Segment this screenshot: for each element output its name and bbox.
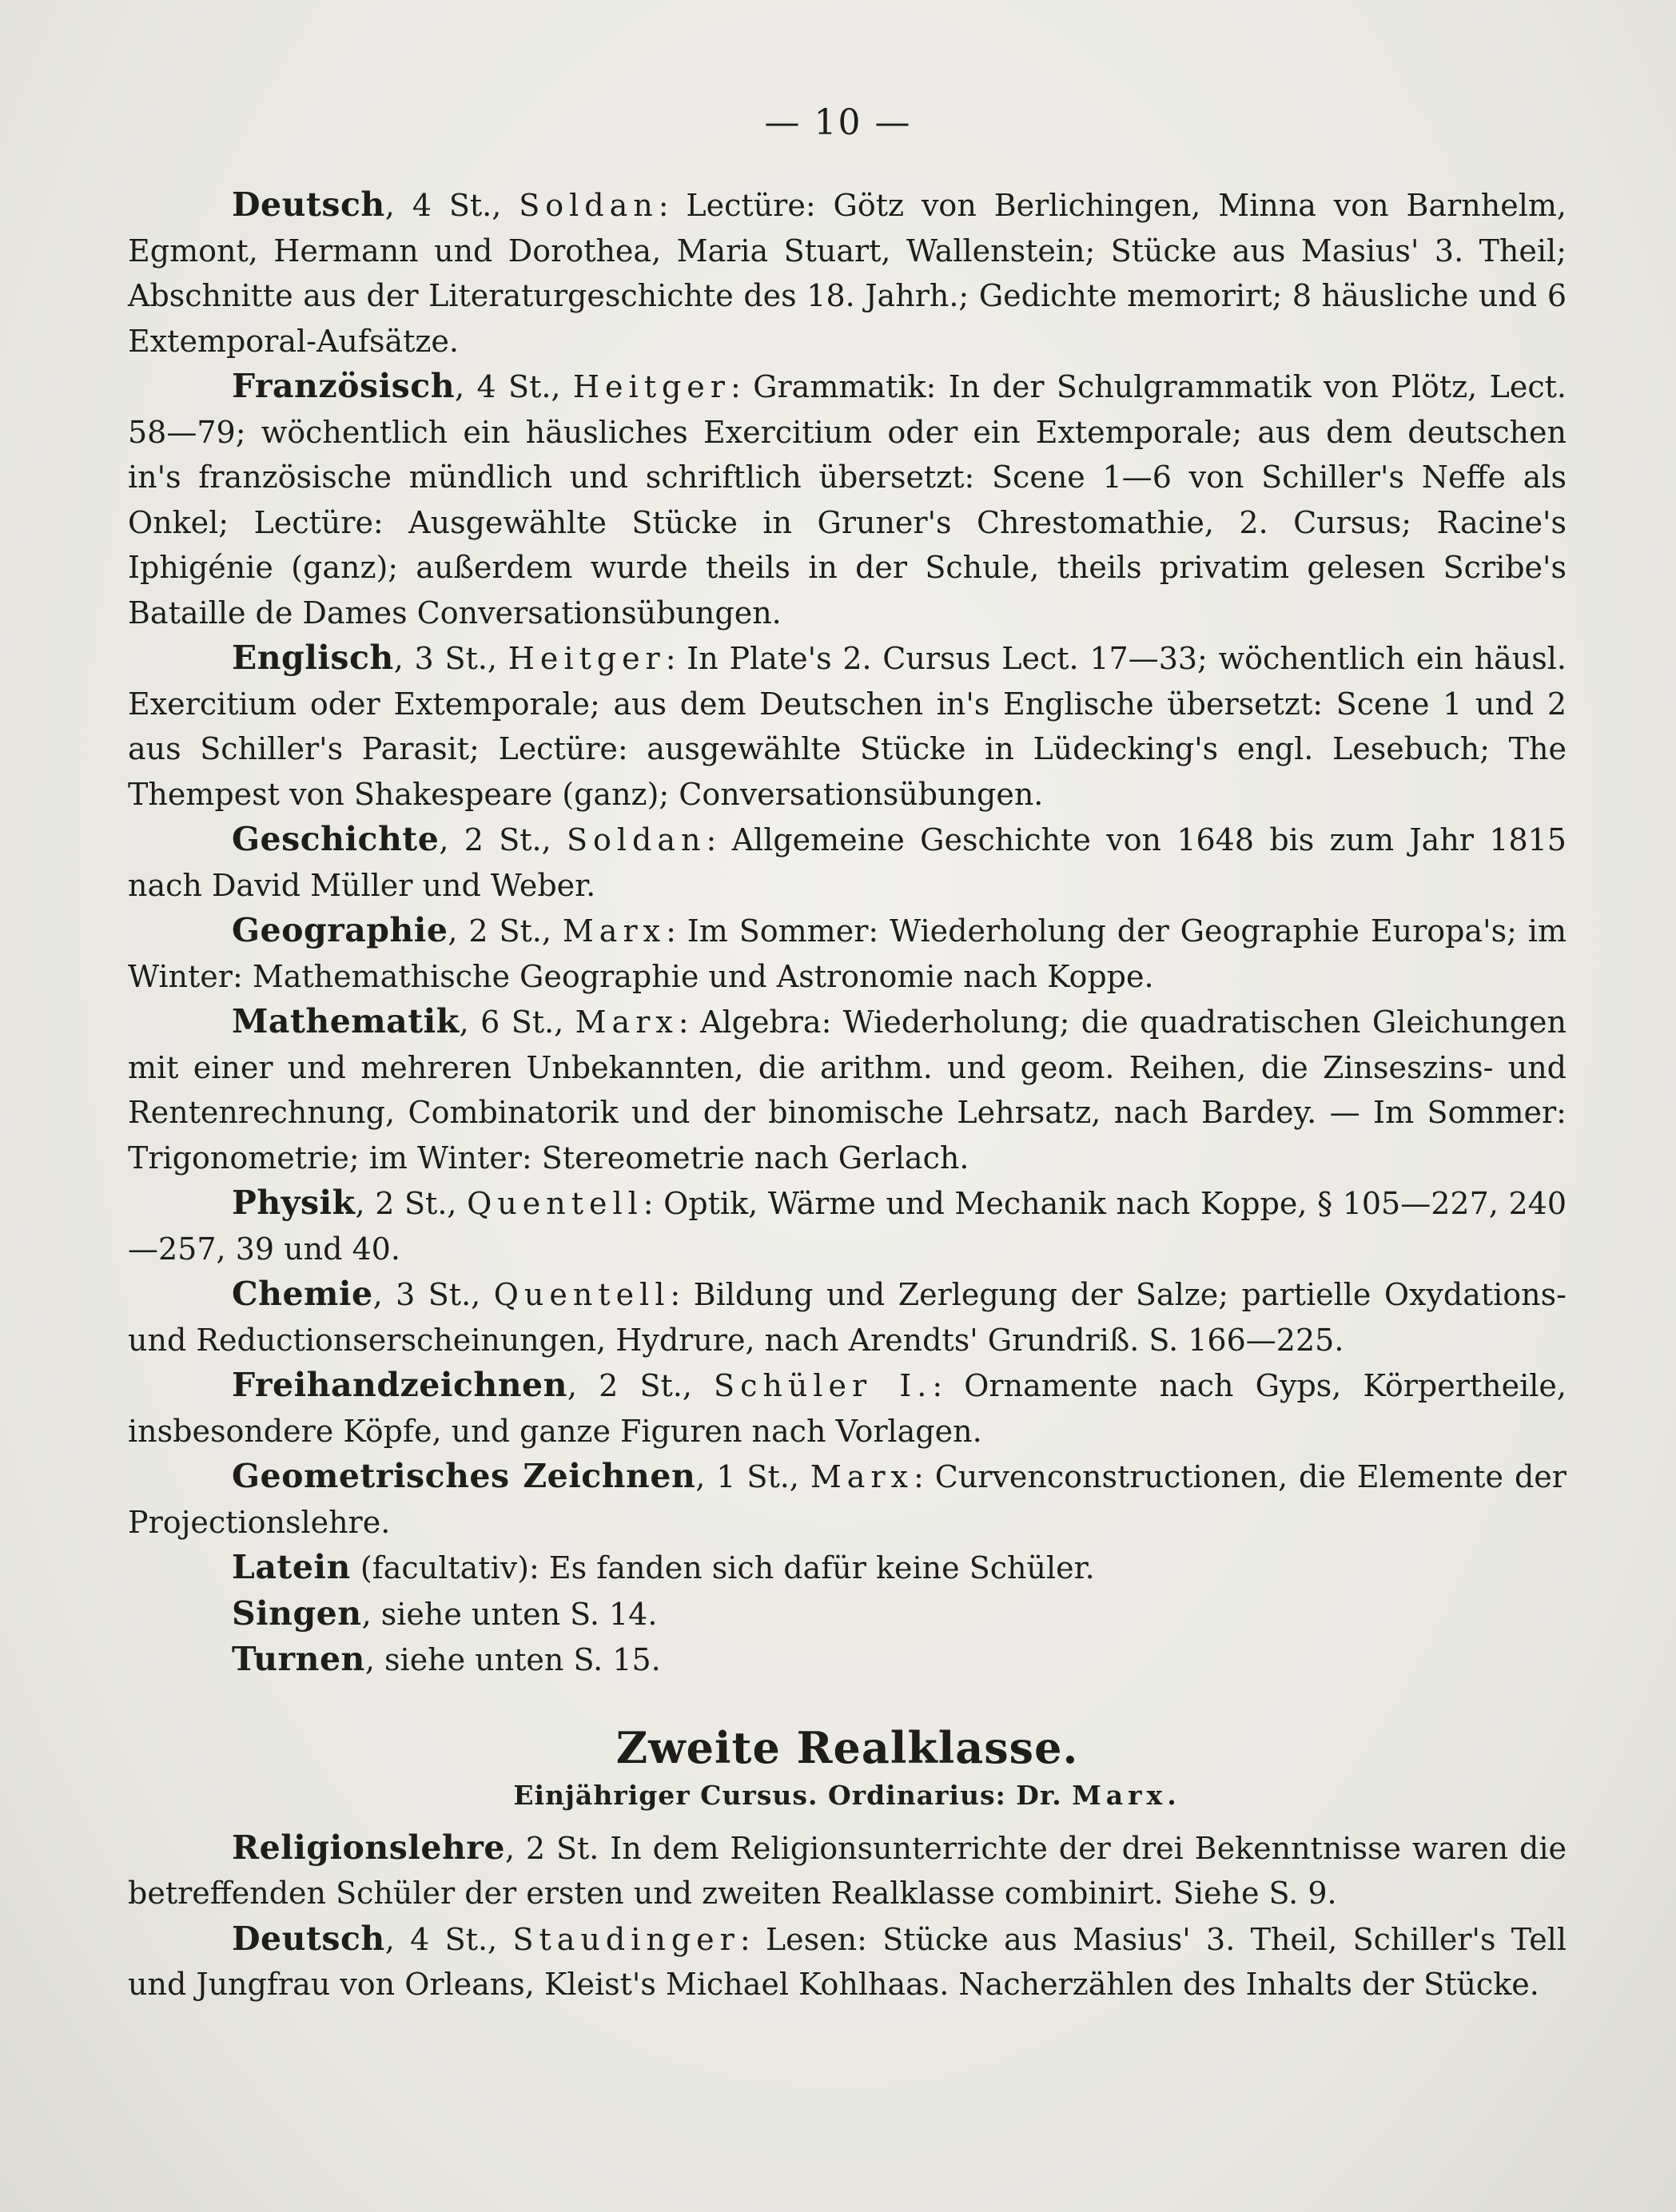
page-content (128, 182, 1567, 2007)
subject-text: : Lectüre: Götz von Berlichingen, Minna von Barnhelm, Egmont, Hermann und Dorothea, Maria Stuart, Wallenstein; Stücke aus Masius' 3. Theil; Abschnitte aus der Literaturgeschichte des 18. Jahrh.; Gedichte memorirt; 8 häusliche und 6 Extemporal-Aufsätze. (128, 188, 1567, 359)
subject-title: Singen (232, 1593, 362, 1633)
subject-title: Latein (232, 1548, 351, 1586)
subject-paragraph-franzoesisch (128, 364, 1567, 635)
subject-title: Religionslehre (232, 1828, 505, 1867)
subject-hours: , 4 St., (384, 188, 520, 223)
subject-text: : Grammatik: In der Schulgrammatik von Plötz, Lect. 58—79; wöchentlich ein häusliches Exercitium oder ein Extemporale; aus dem deutschen in's französische mündlich und schriftlich übersetzt: Scene 1—6 von Schiller's Neffe als Onkel; Lectüre: Ausgewählte Stücke in Gruner's Chrestomathie, 2. Cursus; Racine's Iphigénie (ganz); außerdem wurde theils in der Schule, theils privatim gelesen Scribe's Bataille de Dames Conversationsübungen. (128, 369, 1567, 631)
subject-text: : Optik, Wärme und Mechanik nach Koppe, § 105—227, 240—257, 39 und 40. (128, 1186, 1567, 1267)
second-section (128, 1825, 1567, 2007)
page-number: — 10 — (764, 102, 912, 143)
ordinarius-label: Ordinarius: Dr. (827, 1779, 1062, 1811)
teacher-name: Marx (562, 913, 667, 949)
subject-hours: , siehe unten S. 15. (364, 1642, 661, 1677)
subject-hours: , siehe unten S. 14. (361, 1596, 658, 1632)
subject-title: Geometrisches Zeichnen (232, 1457, 696, 1495)
teacher-name: Heitger (508, 641, 666, 676)
teacher-name: Heitger (572, 369, 731, 404)
section-subheading (128, 1776, 1567, 1816)
subject-title: Geographie (232, 911, 448, 949)
subject-paragraph-deutsch-2 (128, 1916, 1567, 2007)
subject-title: Deutsch (232, 185, 385, 224)
subject-hours: (facultativ) (350, 1550, 529, 1585)
subject-hours: , 2 St., (355, 1186, 468, 1221)
subject-hours: , 3 St., (393, 641, 508, 676)
subject-paragraph-chemie (128, 1271, 1567, 1363)
first-section (128, 182, 1567, 1683)
subject-paragraph-geometrisches-zeichnen (128, 1454, 1567, 1545)
teacher-name: Soldan (519, 188, 659, 223)
subject-paragraph-singen (128, 1591, 1567, 1637)
subject-hours: , 6 St., (459, 1005, 575, 1040)
subject-title: Französisch (232, 367, 456, 405)
subject-hours: , 4 St., (455, 369, 573, 404)
subject-title: Deutsch (232, 1919, 385, 1958)
course-label: Einjähriger Cursus. (513, 1779, 818, 1811)
teacher-name: Staudinger (512, 1921, 740, 1957)
teacher-name: Marx (810, 1459, 914, 1494)
teacher-name: Marx (575, 1005, 679, 1040)
teacher-name: Quentell (493, 1277, 671, 1312)
ordinarius-name: Marx. (1072, 1779, 1181, 1811)
subject-paragraph-geschichte (128, 817, 1567, 908)
subject-paragraph-latein (128, 1545, 1567, 1591)
teacher-name: Quentell (467, 1186, 643, 1221)
subject-text: : Algebra: Wiederholung; die quadratischen Gleichungen mit einer und mehreren Unbekannten, die arithm. und geom. Reihen, die Zinseszins- und Rentenrechnung, Combinatorik und der binomische Lehrsatz, nach Bardey. — Im Sommer: Trigonometrie; im Winter: Stereometrie nach Gerlach. (128, 1005, 1567, 1176)
subject-paragraph-englisch (128, 635, 1567, 817)
subject-paragraph-geographie (128, 908, 1567, 999)
teacher-name: Soldan (566, 822, 707, 857)
subject-title: Chemie (232, 1275, 373, 1313)
subject-text: : In Plate's 2. Cursus Lect. 17—33; wöchentlich ein häusl. Exercitium oder Extemporale; aus dem Deutschen in's Englische übersetzt: Scene 1 und 2 aus Schiller's Parasit; Lectüre: ausgewählte Stücke in Lüdecking's engl. Lesebuch; The Thempest von Shakespeare (ganz); Conversationsübungen. (128, 641, 1567, 812)
subject-paragraph-freihandzeichnen (128, 1363, 1567, 1454)
subject-title: Turnen (232, 1640, 365, 1678)
subject-title: Mathematik (232, 1002, 460, 1040)
subject-text: : Allgemeine Geschichte von 1648 bis zum Jahr 1815 nach David Müller und Weber. (128, 822, 1567, 903)
subject-hours: , 2 St., (567, 1368, 715, 1403)
subject-paragraph-mathematik (128, 999, 1567, 1180)
subject-hours: , 3 St., (372, 1277, 494, 1312)
subject-hours: , 2 St., (448, 913, 563, 949)
subject-text: : Im Sommer: Wiederholung der Geographie Europa's; im Winter: Mathemathische Geographie und Astronomie nach Koppe. (128, 913, 1567, 994)
subject-text: In dem Religionsunterrichte der drei Bekenntnisse waren die betreffenden Schüler der ersten und zweiten Realklasse combinirt. Siehe S. 9. (128, 1830, 1567, 1911)
subject-paragraph-deutsch (128, 182, 1567, 364)
section-heading: Zweite Realklasse. (615, 1721, 1079, 1773)
subject-text: : Es fanden sich dafür keine Schüler. (529, 1550, 1095, 1585)
subject-hours: , 2 St., (439, 822, 567, 857)
subject-paragraph-turnen (128, 1637, 1567, 1683)
subject-title: Geschichte (232, 820, 440, 858)
teacher-name: Schüler I. (714, 1368, 933, 1403)
subject-hours: , 2 St. (504, 1830, 611, 1866)
subject-text: : Ornamente nach Gyps, Körpertheile, insbesondere Köpfe, und ganze Figuren nach Vorlagen. (128, 1368, 1567, 1449)
subject-text: : Curvenconstructionen, die Elemente der Projectionslehre. (128, 1459, 1567, 1540)
subject-text: : Lesen: Stücke aus Masius' 3. Theil, Schiller's Tell und Jungfrau von Orleans, Kleist's Michael Kohlhaas. Nacherzählen des Inhalts der Stücke. (128, 1921, 1567, 2002)
subject-paragraph-religionslehre (128, 1825, 1567, 1916)
subject-text: : Bildung und Zerlegung der Salze; partielle Oxydations- und Reductionserscheinungen, Hydrure, nach Arendts' Grundriß. S. 166—225. (128, 1277, 1567, 1358)
subject-title: Freihandzeichnen (232, 1366, 567, 1404)
subject-title: Physik (232, 1184, 356, 1222)
subject-hours: , 4 St., (384, 1921, 513, 1957)
subject-hours: , 1 St., (695, 1459, 810, 1494)
subject-paragraph-physik (128, 1180, 1567, 1271)
subject-title: Englisch (232, 639, 394, 677)
